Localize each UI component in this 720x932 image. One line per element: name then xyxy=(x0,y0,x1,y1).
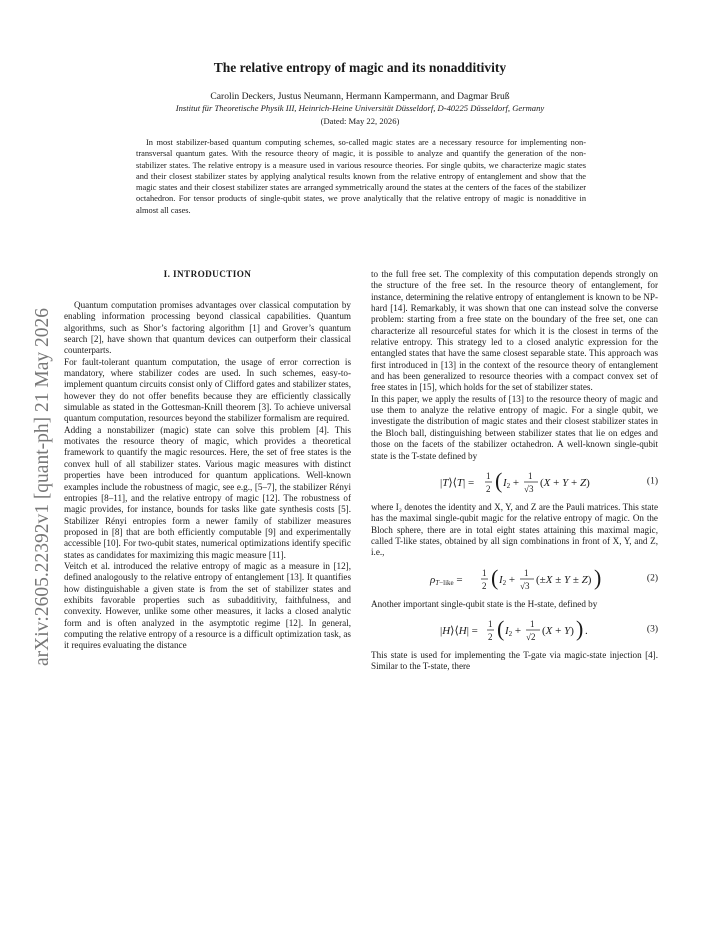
svg-text:(: ( xyxy=(494,467,502,493)
affiliation: Institut für Theoretische Physik III, Heinrich-Heine Universität Düsseldorf, D-40225 Düsseldorf, Germany xyxy=(175,103,545,113)
svg-text:I2 +: I2 + xyxy=(502,476,519,490)
paragraph: In this paper, we apply the results of [13] to the resource theory of magic and use them to analyze the relative entropy of magic. For a single qubit, we investigate the distribution of magic states and their closest stabilizer states in the Bloch ball, distinguishing between stabilizer states that lie on edges and those on the facets of the stabilizer octahedron. A well-known single-qubit state is the T-state defined by xyxy=(371,393,658,461)
arxiv-stamp xyxy=(20,270,60,670)
svg-text:2: 2 xyxy=(487,631,492,642)
section-heading: I. INTRODUCTION xyxy=(163,269,252,279)
svg-text:1: 1 xyxy=(487,618,492,629)
paragraph: to the full free set. The complexity of this computation depends strongly on the structure of the free set. In the resource theory of entanglement, for instance, determining the relative entropy of entanglement is known to be NP-hard [14]. Remarkably, it was shown that one can instead solve the converse problem: starting from a free state on the boundary of the free set, one can characterize all resourceful states for which it is the closest in terms of the relative entropy. This strategy led to a closed analytic expression for the entangled states that have the same closest separable state. This approach was first introduced in [13] in the context of the resource theory of entanglement and has been generalized to resource theories with a compact convex set of free states in [15], which holds for the set of stabilizer states. xyxy=(371,269,658,393)
svg-text:.: . xyxy=(584,624,588,637)
paragraph: Quantum computation promises advantages over classical computation by enabling information processing beyond classical capabilities. Quantum algorithms, such as Shor’s factoring algorithm [1] and Grover’s quantum search [2], have shown that quantum devices can outperform their classical counterparts. xyxy=(64,300,351,356)
paragraph: For fault-tolerant quantum computation, the usage of error correction is mandatory, where stabilizer codes are used. In such schemes, easy-to-implement quantum circuits consist only of Clifford gates and stabilizer states, however they do not offer benefits because they are efficiently classically simulable as stated in the Gottesman-Knill theorem [3]. To achieve universal quantum computation, resources beyond the stabilizer formalism are required. xyxy=(64,356,351,424)
svg-text:1: 1 xyxy=(485,470,490,481)
svg-text:ρT−like =: ρT−like = xyxy=(429,573,463,587)
paragraph: Adding a nonstabilizer (magic) state can solve this problem [4]. This motivates the resource theory of magic, which provides a theoretical framework to quantify the magic resources. Here, the set of free states is the convex hull of all stabilizer states. Various magic measures with distinct properties have been introduced for quantum applications. Well-known examples include the robustness of magic, see e.g., [5–7], the stabilizer Rényi entropies [8–11], and the relative entropy of magic [12]. The robustness of magic provides, for instance, bounds for tasks like gate synthesis costs [5]. Stabilizer Rényi entropies form a newer family of stabilizer measures proposed in [8] that are both efficiently computable [9] and experimentally accessible [10]. For two-qubit states, numerical optimizations identify specific states as candidates for maximizing this magic measure [11]. xyxy=(64,424,351,560)
equation-2-formula xyxy=(430,564,600,594)
svg-text:1: 1 xyxy=(529,618,534,629)
paper-title: The relative entropy of magic and its nonadditivity xyxy=(213,60,507,75)
svg-text:2: 2 xyxy=(485,483,490,494)
svg-text:1: 1 xyxy=(527,470,532,481)
svg-text:(X + Y + Z): (X + Y + Z) xyxy=(539,476,590,489)
equation-number: (3) xyxy=(646,624,658,635)
svg-text:I2 +: I2 + xyxy=(498,573,515,587)
svg-text:I2 +: I2 + xyxy=(504,624,521,638)
equation-1-formula xyxy=(440,467,590,497)
paragraph: where I₂ denotes the identity and X, Y, and Z are the Pauli matrices. This state has the maximal single-qubit magic for the relative entropy of magic. On the Bloch sphere, there are in total eight states attaining this maximal magic, called T-like states, obtained by all sign combinations in front of X, Y, and Z, i.e., xyxy=(371,501,658,558)
arxiv-stamp-text: arXiv:2605.22392v1 [quant-ph] 21 May 2026 xyxy=(32,308,53,666)
svg-text:√3: √3 xyxy=(523,483,533,494)
left-column xyxy=(64,300,351,652)
equation-number: (2) xyxy=(646,572,658,583)
svg-text:): ) xyxy=(575,615,583,641)
equation-2 xyxy=(371,565,658,593)
svg-text:1: 1 xyxy=(481,567,486,578)
equation-3 xyxy=(371,616,658,644)
svg-text:√3: √3 xyxy=(519,580,529,591)
svg-text:|T⟩⟨T| =: |T⟩⟨T| = xyxy=(439,476,474,489)
equation-number: (1) xyxy=(646,476,658,487)
svg-text:2: 2 xyxy=(481,580,486,591)
date-line: (Dated: May 22, 2026) xyxy=(320,116,400,126)
paragraph: Another important single-qubit state is the H-state, defined by xyxy=(371,598,598,609)
equation-3-formula xyxy=(440,615,590,645)
svg-text:√2: √2 xyxy=(525,631,535,642)
svg-text:|H⟩⟨H| =: |H⟩⟨H| = xyxy=(439,624,478,637)
right-column xyxy=(371,269,658,673)
paragraph: Veitch et al. introduced the relative entropy of magic as a measure in [12], defined analogously to the relative entropy of entanglement [13]. It quantifies how distinguishable a given state is from the set of stabilizer states and exhibits favorable properties such as subadditivity, faithfulness, and convexity. However, unlike some other measures, it lacks a closed analytic form and is often analyzed in the asymptotic regime [12]. In general, computing the relative entropy of a resource is a difficult optimization task, as it requires evaluating the distance xyxy=(64,560,351,651)
author-list: Carolin Deckers, Justus Neumann, Hermann Kampermann, and Dagmar Bruß xyxy=(210,91,510,102)
svg-text:): ) xyxy=(593,564,601,590)
abstract: In most stabilizer-based quantum computing schemes, so-called magic states are a necessary resource for implementing non-transversal quantum gates. With the resource theory of magic, it is possible to analyze and quantify the generation of the non-stabilizer states. The relative entropy is a measure used in various resource theories. For single qubits, we characterize magic states and their closest stabilizer states by applying analytical results known from the relative entropy of entanglement and show that the magic states and their closest stabilizer states are arranged symmetrically around the states at the centers of the faces of the stabilizer octahedron. For tensor products of single-qubit states, we prove analytically that the relative entropy of magic is nonadditive in almost all cases. xyxy=(136,138,586,215)
svg-text:(±X ± Y ± Z): (±X ± Y ± Z) xyxy=(535,573,591,586)
svg-text:(: ( xyxy=(490,564,498,590)
svg-text:1: 1 xyxy=(523,567,528,578)
paragraph: This state is used for implementing the T-gate via magic-state injection [4]. Similar to the T-state, there xyxy=(371,649,658,672)
equation-1 xyxy=(371,468,658,496)
svg-text:(: ( xyxy=(496,615,504,641)
svg-text:(X + Y): (X + Y) xyxy=(541,624,574,637)
